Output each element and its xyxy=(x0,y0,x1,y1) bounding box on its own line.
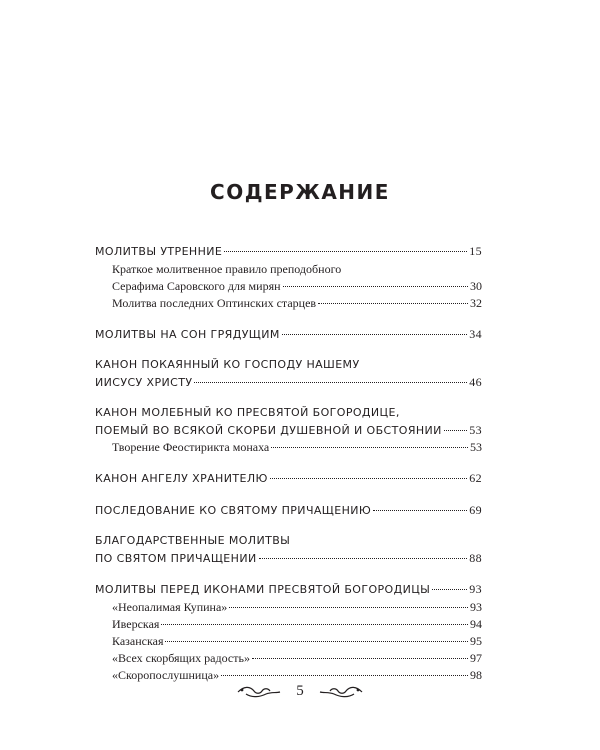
dot-leader xyxy=(283,286,468,287)
page-footer xyxy=(0,683,600,700)
toc-page-number: 94 xyxy=(470,616,482,631)
toc-entry-title: ПОЕМЫЙ ВО ВСЯКОЙ СКОРБИ ДУШЕВНОЙ И ОБСТОЯНИИ xyxy=(95,423,442,437)
toc-entry-title: ПО СВЯТОМ ПРИЧАЩЕНИИ xyxy=(95,551,257,565)
toc-entry-title: МОЛИТВЫ УТРЕННИЕ xyxy=(95,245,223,258)
toc-page-number: 98 xyxy=(470,667,482,682)
toc-entry[interactable] xyxy=(95,422,482,440)
table-of-contents xyxy=(95,243,482,698)
toc-page-number: 93 xyxy=(469,582,482,596)
dot-leader xyxy=(373,510,467,511)
toc-page-number: 53 xyxy=(469,422,482,437)
dot-leader xyxy=(444,430,467,431)
toc-entry-title: Творение Феостирикта монаха xyxy=(112,440,270,454)
dot-leader xyxy=(194,382,467,383)
left-ornament-icon xyxy=(236,685,282,699)
toc-section xyxy=(95,533,482,567)
dot-leader xyxy=(229,607,468,608)
toc-entry[interactable] xyxy=(95,470,482,488)
toc-page-number: 34 xyxy=(469,326,482,341)
toc-subentry[interactable] xyxy=(95,616,482,633)
toc-page-number: 97 xyxy=(470,650,482,665)
dot-leader xyxy=(221,675,468,676)
toc-entry-title: КАНОН АНГЕЛУ ХРАНИТЕЛЮ xyxy=(95,472,268,485)
toc-entry-title: ПОСЛЕДОВАНИЕ КО СВЯТОМУ ПРИЧАЩЕНИЮ xyxy=(95,503,372,517)
toc-section xyxy=(95,581,482,684)
toc-subentry-line: Краткое молитвенное правило преподобного xyxy=(112,261,342,276)
toc-page-number: 30 xyxy=(470,278,482,293)
dot-leader xyxy=(271,447,468,448)
toc-page-number: 69 xyxy=(469,502,482,517)
toc-entry[interactable] xyxy=(95,326,482,344)
toc-page-number: 62 xyxy=(469,471,482,485)
toc-page-number: 53 xyxy=(470,440,482,454)
dot-leader xyxy=(165,641,468,642)
toc-entry[interactable] xyxy=(95,581,482,599)
toc-entry-title: ИИСУСУ ХРИСТУ xyxy=(95,375,193,389)
toc-entry[interactable] xyxy=(95,550,482,568)
dot-leader xyxy=(432,589,467,590)
toc-page-number: 32 xyxy=(470,295,482,310)
toc-entry-line: БЛАГОДАРСТВЕННЫЕ МОЛИТВЫ xyxy=(95,534,291,547)
dot-leader xyxy=(259,558,468,559)
dot-leader xyxy=(318,303,468,304)
toc-entry-title: Молитва последних Оптинских старцев xyxy=(112,295,317,310)
toc-entry-title: «Всех скорбящих радость» xyxy=(112,650,250,665)
toc-page-number: 95 xyxy=(470,633,482,648)
page-title: СОДЕРЖАНИЕ xyxy=(210,180,390,204)
dot-leader xyxy=(282,334,467,335)
dot-leader xyxy=(161,624,468,625)
toc-section xyxy=(95,470,482,488)
toc-subentry[interactable] xyxy=(95,295,482,312)
toc-entry-title: МОЛИТВЫ НА СОН ГРЯДУЩИМ xyxy=(95,327,280,341)
dot-leader xyxy=(270,478,467,479)
dot-leader xyxy=(252,658,468,659)
toc-subentry[interactable] xyxy=(95,667,482,684)
toc-subentry[interactable] xyxy=(95,633,482,650)
toc-subentry[interactable] xyxy=(95,278,482,295)
page-number: 5 xyxy=(296,683,304,699)
toc-subentry[interactable] xyxy=(95,650,482,667)
toc-entry-title: Казанская xyxy=(112,633,164,648)
toc-page-number: 93 xyxy=(470,599,482,614)
toc-entry-title: «Неопалимая Купина» xyxy=(112,599,228,614)
toc-page-number: 15 xyxy=(469,244,482,258)
toc-entry-title: Иверская xyxy=(112,616,160,631)
toc-entry-title: Серафима Саровского для мирян xyxy=(112,278,281,293)
dot-leader xyxy=(224,251,467,252)
toc-entry-title: МОЛИТВЫ ПЕРЕД ИКОНАМИ ПРЕСВЯТОЙ БОГОРОДИЦЫ xyxy=(95,583,431,596)
toc-entry[interactable] xyxy=(95,243,482,261)
toc-entry[interactable] xyxy=(95,374,482,392)
toc-subentry[interactable] xyxy=(95,599,482,616)
toc-entry[interactable] xyxy=(95,502,482,520)
toc-section xyxy=(95,405,482,456)
toc-section xyxy=(95,502,482,520)
toc-subentry[interactable] xyxy=(95,439,482,456)
right-ornament-icon xyxy=(318,685,364,699)
toc-section xyxy=(95,243,482,312)
toc-section xyxy=(95,326,482,344)
toc-entry-title: «Скоропослушница» xyxy=(112,667,220,682)
toc-entry-line: КАНОН ПОКАЯННЫЙ КО ГОСПОДУ НАШЕМУ xyxy=(95,358,360,371)
toc-section xyxy=(95,357,482,391)
toc-page-number: 88 xyxy=(469,550,482,565)
toc-page-number: 46 xyxy=(469,374,482,389)
toc-entry-line: КАНОН МОЛЕБНЫЙ КО ПРЕСВЯТОЙ БОГОРОДИЦЕ, xyxy=(95,406,400,419)
